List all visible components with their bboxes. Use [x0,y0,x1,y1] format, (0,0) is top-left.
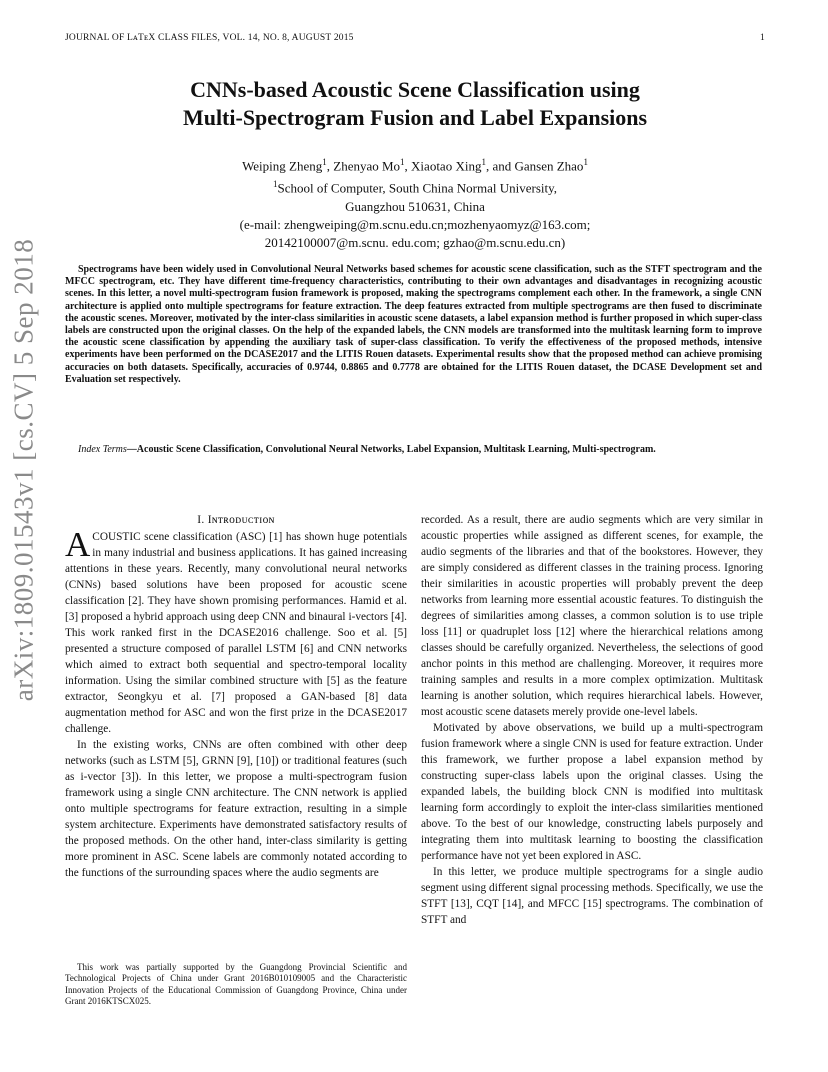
paragraph: Motivated by above observations, we build up a multi-spectrogram fusion framework where a single CNN is used for feature extraction. Under this framework, we further propose a label expansion method by constructing super-class labels upon the original classes. Using the expanded labels, the building block CNN is modified into multitask learning form accordingly to exploit the inter-class similarities mentioned above. To the best of our knowledge, constructing labels purposely and integrating them into multitask learning to boosting the classification performance have not yet been explored in ASC. [421,722,763,862]
author-name: Gansen Zhao [514,158,584,174]
paragraph: In this letter, we produce multiple spectrograms for a single audio segment using different signal processing methods. Specifically, we use the STFT [13], CQT [14], and MFCC [15] spectrograms. The combination of STFT and [421,866,763,926]
title-line-2: Multi-Spectrogram Fusion and Label Expansions [182,105,648,130]
page-number: 1 [760,33,765,43]
journal-name: JOURNAL OF LᴀTᴇX CLASS FILES, VOL. 14, NO. 8, AUGUST 2015 [65,33,354,43]
author-name: Zhenyao Mo [333,158,401,174]
author-name: Xiaotao Xing [411,158,482,174]
funding-footnote: This work was partially supported by the Guangdong Provincial Scientific and Technological Projects of China under Grant 2016B010109005 and the Characteristic Innovation Projects of the Educational Commission of Guangdong Province, China under Grant 2016KTSCX025. [65,962,407,1007]
paper-title [65,76,765,132]
author-emails-cont: 20142100007@m.scnu. edu.com; gzhao@m.scnu.edu.cn) [264,234,566,250]
right-column [421,512,763,928]
drop-cap: A [65,525,91,564]
paragraph: ACOUSTIC scene classification (ASC) [1] has shown huge potentials in many industrial and business applications. It has gained increasing attentions in these years. Recently, many convolutional neural networks (CNNs) based solutions have been proposed for acoustic scene classification [2]. They have shown promising performances. Hamid et al. [3] proposed a hybrid approach using deep CNN and binaural i-vectors [4]. This work ranked first in the DCASE2016 challenge. Soo et al. [5] presented a structure composed of parallel LSTM [6] and CNN networks which aimed to extract both sequential and spectro-temporal locality information. Using the similar combined structure with [5] as the feature extractor, Seongkyu et al. [7] proposed a GAN-based [8] data augmentation method for ASC and won the first prize in the DCASE2017 challenge. [65,525,407,735]
author-block [65,153,765,252]
title-line-1: CNNs-based Acoustic Scene Classification using [190,77,640,102]
paragraph: In the existing works, CNNs are often combined with other deep networks (such as LSTM [5], GRNN [9], [10]) or traditional features (such as i-vector [3]). In this letter, we propose a multi-spectrogram fusion framework using a single CNN architecture. The CNN network is applied onto multiple spectrograms for feature extraction, resulting in a simple system architecture. Experiments have demonstrated satisfactory results of the proposed methods. On the other hand, inter-class similarity is getting more prominent in ASC. Scene labels are commonly notated according to the functions of the surrounding spaces where the audio segments are [65,739,407,879]
affiliation-city: Guangzhou 510631, China [345,198,485,214]
index-terms-label: Index Terms [78,444,127,455]
arxiv-id: arXiv:1809.01543v1 [cs.CV] 5 Sep 2018 [8,238,39,702]
author-emails: (e-mail: zhengweiping@m.scnu.edu.cn;mozhenyaomyz@163.com; [239,216,591,232]
index-terms [65,444,762,456]
author-name: Weiping Zheng [242,158,323,174]
paragraph: recorded. As a result, there are audio segments which are very similar in acoustic properties while assigned as different scenes, for example, the audio segments of the libraries and that of the bookstores. However, they are simply considered as different classes in the training process. Ignoring their similarities in acoustic properties will probably prevent the deep networks from learning more essential acoustic features. To distinguish the degrees of similarities among classes, a common solution is to use triple loss [11] or quadruplet loss [12] where the hierarchical relations among classes should be carefully organized. Nevertheless, the selections of good anchor points in this method are challenging. Moreover, it requires more training samples and results in a more complex optimization. Multitask learning is another solution, which requires hierarchical labels. However, most acoustic scene datasets merely provide one-level labels. [421,514,763,718]
arxiv-stamp [8,238,39,702]
abstract: Spectrograms have been widely used in Convolutional Neural Networks based schemes for acoustic scene classification, such as the STFT spectrogram and the MFCC spectrogram, etc. They have different time-frequency characteristics, contributing to their own advantages and disadvantages in recognizing acoustic scenes. In this letter, a novel multi-spectrogram fusion framework is proposed, making the spectrograms complement each other. In the framework, a single CNN architecture is applied onto multiple spectrograms for feature extraction. The deep features extracted from multiple spectrograms are then fused to discriminate the acoustic scenes. Moreover, motivated by the inter-class similarities in acoustic scene datasets, a label expansion method is further proposed in which super-class labels are constructed upon the original classes. On the help of the expanded labels, the CNN models are transformed into the multitask learning form to improve the acoustic scene classification by appending the auxiliary task of super-class classification. To verify the effectiveness of the proposed methods, intensive experiments have been performed on the DCASE2017 and the LITIS Rouen datasets. Experimental results show that the proposed method can achieve promising accuracies on both datasets. Specifically, accuracies of 0.9744, 0.8865 and 0.7778 are obtained for the LITIS Rouen dataset, the DCASE Development set and Evaluation set respectively. [65,264,762,385]
left-column [65,512,407,881]
section-heading: I. Iɴᴛʀᴏᴅᴜᴄᴛɪᴏɴ [197,514,275,526]
affiliation: $^1$School of Computer, South China Normal University, [272,179,558,196]
running-header [65,33,765,43]
index-terms-text: —Acoustic Scene Classification, Convolutional Neural Networks, Label Expansion, Multitask Learning, Multi-spectrogram. [126,444,656,455]
author-names: Weiping Zheng$^1$, Zhenyao Mo$^1$, Xiaotao Xing$^1$, and Gansen Zhao$^1$ [242,157,588,174]
